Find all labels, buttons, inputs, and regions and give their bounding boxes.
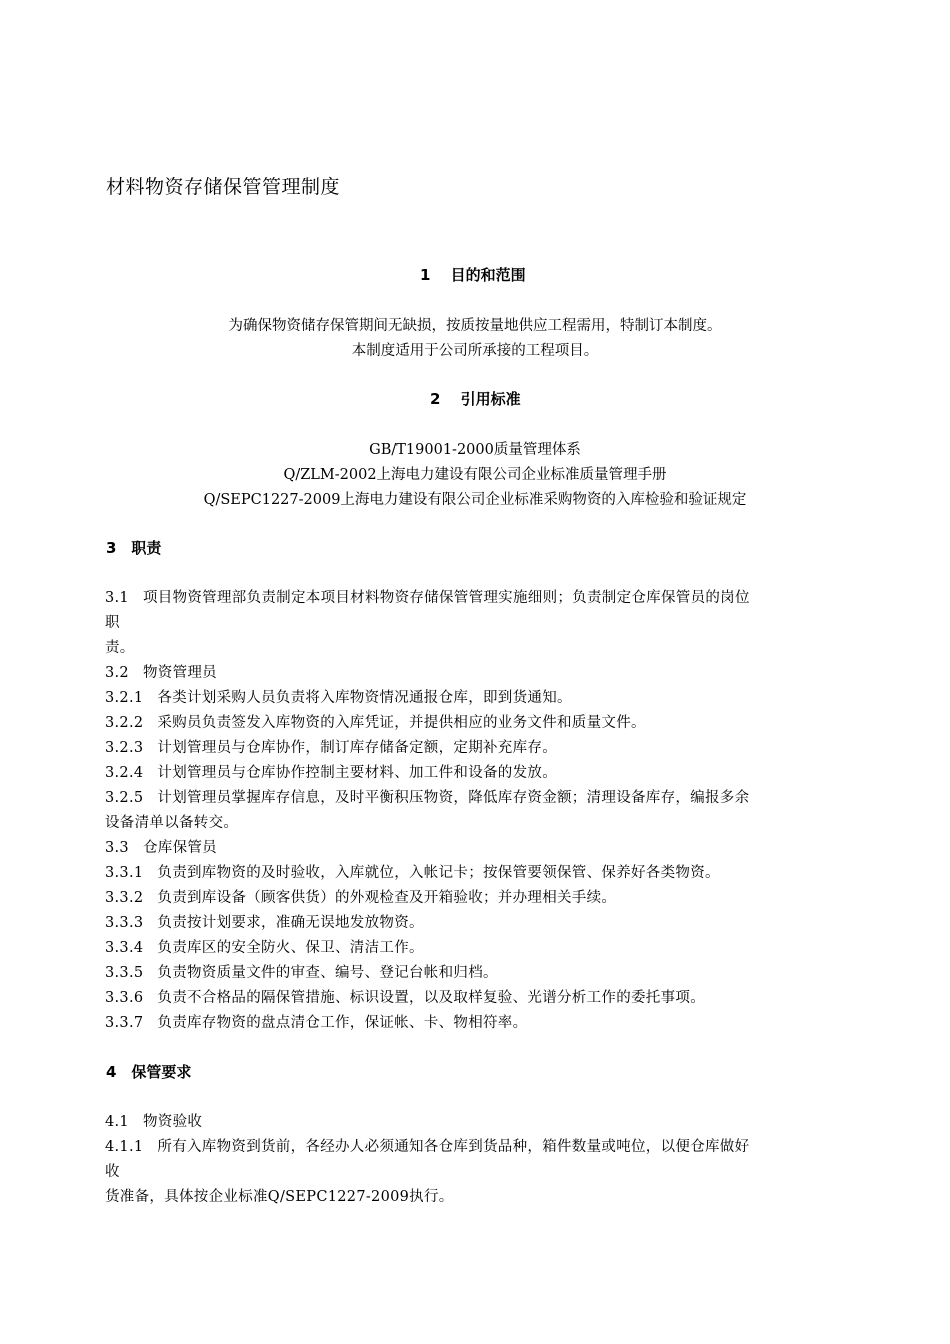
clause-number: 4.1.1 <box>105 1139 144 1155</box>
clause-text: 责。 <box>105 640 135 656</box>
clause-line <box>105 836 850 857</box>
clause-text: 负责到库物资的及时验收，入库就位，入帐记卡；按保管要领保管、保养好各类物资。 <box>157 865 720 881</box>
clause-text: 项目物资管理部负责制定本项目材料物资存储保管管理实施细则；负责制定仓库保管员的岗位 <box>142 590 750 606</box>
reference-standard: Q/ZLM-2002上海电力建设有限公司企业标准质量管理手册 <box>283 467 667 483</box>
clause-number: 3.2.2 <box>105 715 144 731</box>
clause-line <box>105 786 850 807</box>
clause-text: 物资验收 <box>142 1114 203 1130</box>
section-1-heading: 1 目的和范围 <box>420 266 526 284</box>
clause-text: 计划管理员掌握库存信息，及时平衡积压物资，降低库存资金额；清理设备库存，编报多余 <box>157 790 750 806</box>
clause-number: 3.2 <box>105 665 129 681</box>
clause-line <box>105 1110 850 1131</box>
clause-line <box>105 586 850 607</box>
clause-number: 3.3.1 <box>105 865 144 881</box>
clause-text: 负责库存物资的盘点清仓工作，保证帐、卡、物相符率。 <box>157 1015 528 1031</box>
clause-line <box>105 936 850 957</box>
clause-number: 4.1 <box>105 1114 129 1130</box>
clause-text: 负责不合格品的隔保管措施、标识设置，以及取样复验、光谱分析工作的委托事项。 <box>157 990 706 1006</box>
clause-number: 3.3.5 <box>105 965 144 981</box>
clause-text: 计划管理员与仓库协作，制订库存储备定额，定期补充库存。 <box>157 740 558 756</box>
clause-line <box>105 736 850 757</box>
clause-line <box>105 686 850 707</box>
clause-text: 负责物资质量文件的审查、编号、登记台帐和归档。 <box>157 965 498 981</box>
section-2-heading: 2 引用标准 <box>430 390 521 408</box>
reference-standard: GB/T19001-2000质量管理体系 <box>369 442 581 458</box>
clause-line <box>105 961 850 982</box>
clause-number: 3.3 <box>105 840 129 856</box>
clause-text: 职 <box>105 615 120 631</box>
clause-text: 物资管理员 <box>142 665 217 681</box>
clause-line <box>105 1011 850 1032</box>
clause-line <box>105 661 850 682</box>
clause-text: 负责到库设备（顾客供货）的外观检查及开箱验收；并办理相关手续。 <box>157 890 617 906</box>
clause-number: 3.3.2 <box>105 890 144 906</box>
clause-line <box>105 886 850 907</box>
clause-number: 3.3.3 <box>105 915 144 931</box>
clause-line <box>105 861 850 882</box>
section-1-line: 本制度适用于公司所承接的工程项目。 <box>351 343 599 359</box>
clause-text: 负责库区的安全防火、保卫、清洁工作。 <box>157 940 424 956</box>
section-3-heading: 3 职责 <box>106 539 162 557</box>
clause-line <box>105 711 850 732</box>
clause-text: 计划管理员与仓库协作控制主要材料、加工件和设备的发放。 <box>157 765 558 781</box>
clause-line <box>105 1160 850 1181</box>
clause-number: 3.2.5 <box>105 790 144 806</box>
clause-number: 3.2.3 <box>105 740 144 756</box>
clause-line <box>105 636 850 657</box>
clause-text: 各类计划采购人员负责将入库物资情况通报仓库，即到货通知。 <box>157 690 572 706</box>
clause-line <box>105 986 850 1007</box>
clause-text: 仓库保管员 <box>142 840 217 856</box>
clause-line <box>105 761 850 782</box>
document-title: 材料物资存储保管管理制度 <box>106 176 341 198</box>
clause-line <box>105 1185 850 1206</box>
clause-text: 负责按计划要求，准确无误地发放物资。 <box>157 915 424 931</box>
clause-text: 采购员负责签发入库物资的入库凭证，并提供相应的业务文件和质量文件。 <box>157 715 646 731</box>
clause-number: 3.3.4 <box>105 940 144 956</box>
clause-number: 3.2.1 <box>105 690 144 706</box>
clause-number: 3.3.7 <box>105 1015 144 1031</box>
clause-number: 3.1 <box>105 590 129 606</box>
clause-number: 3.2.4 <box>105 765 144 781</box>
clause-line <box>105 911 850 932</box>
reference-standard: Q/SEPC1227-2009上海电力建设有限公司企业标准采购物资的入库检验和验证规定 <box>203 492 747 508</box>
clause-text: 设备清单以备转交。 <box>105 815 239 831</box>
clause-text: 收 <box>105 1164 120 1180</box>
clause-text: 所有入库物资到货前，各经办人必须通知各仓库到货品种，箱件数量或吨位，以便仓库做好 <box>157 1139 750 1155</box>
section-4-heading: 4 保管要求 <box>106 1063 192 1081</box>
clause-line <box>105 1135 850 1156</box>
clause-line <box>105 811 850 832</box>
clause-text: 货准备，具体按企业标准Q/SEPC1227-2009执行。 <box>105 1189 454 1205</box>
clause-number: 3.3.6 <box>105 990 144 1006</box>
clause-line <box>105 611 850 632</box>
section-1-line: 为确保物资储存保管期间无缺损，按质按量地供应工程需用，特制订本制度。 <box>228 318 722 334</box>
